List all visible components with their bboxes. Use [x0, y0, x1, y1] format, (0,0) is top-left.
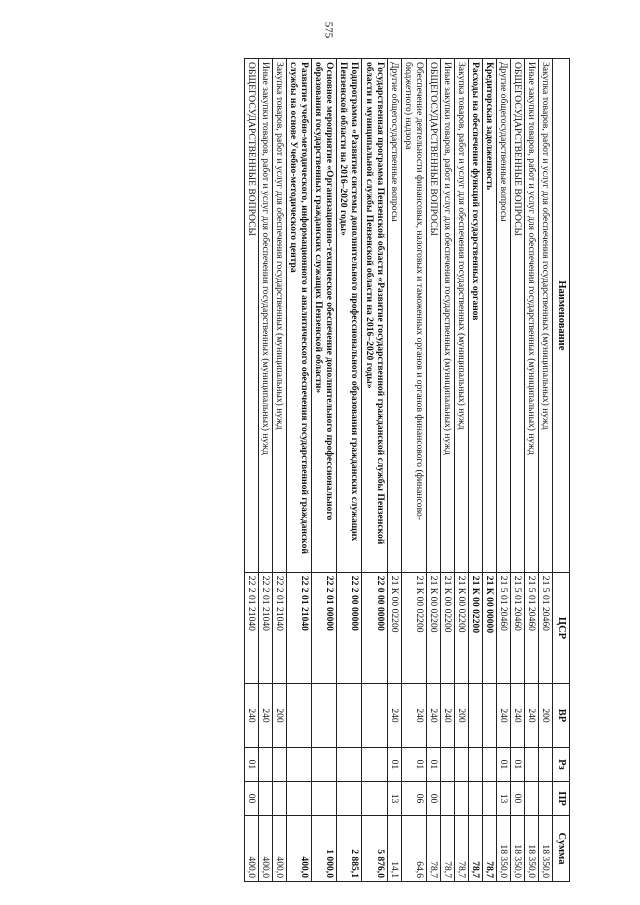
cell-name: Закупка товаров, работ и услуг для обеспечения государственных (муниципальных) нужд	[273, 59, 287, 573]
cell-vr	[337, 684, 362, 748]
cell-csr: 21 К 00 02200	[401, 572, 426, 683]
cell-vr	[362, 684, 387, 748]
cell-sum: 78,7	[426, 816, 440, 882]
cell-rz	[468, 747, 482, 781]
cell-rz	[312, 747, 337, 781]
cell-name: Государственная программа Пензенской области «Развитие государственной гражданской службы Пензенской области и муниципальной службы Пензенской области на 2016–2020 годы»	[362, 59, 387, 573]
cell-rz	[454, 747, 468, 781]
cell-sum: 18 350,0	[496, 816, 510, 882]
cell-pr	[287, 781, 312, 815]
table-row	[362, 59, 387, 882]
cell-sum: 78,7	[468, 816, 482, 882]
cell-pr	[454, 781, 468, 815]
table-row	[496, 59, 510, 882]
table-row	[401, 59, 426, 882]
table-row	[337, 59, 362, 882]
header-name: Наименование	[552, 59, 569, 573]
cell-rz: 01	[387, 747, 401, 781]
cell-vr: 240	[496, 684, 510, 748]
table-row	[440, 59, 454, 882]
cell-pr	[312, 781, 337, 815]
page-number-text: 575	[322, 21, 335, 39]
cell-pr: 00	[245, 781, 259, 815]
table-row	[524, 59, 538, 882]
cell-csr: 21 5 01 20460	[496, 572, 510, 683]
cell-rz	[440, 747, 454, 781]
cell-vr: 240	[510, 684, 524, 748]
cell-name: ОБЩЕГОСУДАРСТВЕННЫЕ ВОПРОСЫ	[426, 59, 440, 573]
table-row	[426, 59, 440, 882]
cell-pr	[482, 781, 496, 815]
cell-pr: 00	[510, 781, 524, 815]
cell-csr: 22 2 01 21040	[273, 572, 287, 683]
cell-name: Закупка товаров, работ и услуг для обеспечения государственных (муниципальных) нужд	[538, 59, 552, 573]
cell-pr	[362, 781, 387, 815]
table-row	[468, 59, 482, 882]
cell-rz	[482, 747, 496, 781]
table-row	[454, 59, 468, 882]
cell-name: Иные закупки товаров, работ и услуг для обеспечения государственных (муниципальных) нужд	[524, 59, 538, 573]
cell-rz: 01	[426, 747, 440, 781]
cell-vr: 200	[273, 684, 287, 748]
cell-csr: 21 К 00 02200	[426, 572, 440, 683]
table-row	[259, 59, 273, 882]
cell-csr: 22 2 01 21040	[245, 572, 259, 683]
cell-csr: 22 2 01 21040	[287, 572, 312, 683]
cell-vr: 200	[454, 684, 468, 748]
cell-name: Другие общегосударственные вопросы	[496, 59, 510, 573]
cell-name: Другие общегосударственные вопросы	[387, 59, 401, 573]
cell-name: Основное мероприятие «Организационно-техническое обеспечение дополнительного профессионального образования государственных гражданских служащих Пензенской области»	[312, 59, 337, 573]
cell-csr: 22 0 00 00000	[362, 572, 387, 683]
cell-sum: 400,0	[273, 816, 287, 882]
cell-vr	[482, 684, 496, 748]
table-row	[387, 59, 401, 882]
budget-table	[244, 58, 570, 882]
cell-rz	[273, 747, 287, 781]
cell-sum: 18 350,0	[524, 816, 538, 882]
cell-name: Закупка товаров, работ и услуг для обеспечения государственных (муниципальных) нужд	[454, 59, 468, 573]
cell-vr: 240	[440, 684, 454, 748]
table-row	[245, 59, 259, 882]
cell-rz: 01	[401, 747, 426, 781]
cell-sum: 78,7	[482, 816, 496, 882]
header-csr: ЦСР	[552, 572, 569, 683]
cell-pr	[440, 781, 454, 815]
cell-vr	[312, 684, 337, 748]
cell-sum: 400,0	[245, 816, 259, 882]
cell-csr: 22 2 01 21040	[259, 572, 273, 683]
cell-sum: 78,7	[440, 816, 454, 882]
cell-sum: 400,0	[287, 816, 312, 882]
cell-rz: 01	[510, 747, 524, 781]
cell-csr: 21 К 00 00000	[482, 572, 496, 683]
cell-csr: 21 К 00 02200	[387, 572, 401, 683]
cell-rz	[259, 747, 273, 781]
cell-name: ОБЩЕГОСУДАРСТВЕННЫЕ ВОПРОСЫ	[245, 59, 259, 573]
header-sum: Сумма	[552, 816, 569, 882]
cell-name: Иные закупки товаров, работ и услуг для обеспечения государственных (муниципальных) нужд	[259, 59, 273, 573]
cell-name: Иные закупки товаров, работ и услуг для обеспечения государственных (муниципальных) нужд	[440, 59, 454, 573]
cell-sum: 400,0	[259, 816, 273, 882]
cell-pr: 13	[496, 781, 510, 815]
cell-rz	[287, 747, 312, 781]
cell-vr: 200	[538, 684, 552, 748]
header-rz: Рз	[552, 747, 569, 781]
cell-sum: 78,7	[454, 816, 468, 882]
header-vr: ВР	[552, 684, 569, 748]
cell-pr: 00	[426, 781, 440, 815]
cell-name: Подпрограмма «Развитие системы дополнительного профессионального образования гражданских служащих Пензенской области на 2016–2020 годы»	[337, 59, 362, 573]
table-row	[482, 59, 496, 882]
cell-vr: 240	[387, 684, 401, 748]
cell-name: Развитие учебно-методического, информационного и аналитического обеспечения государственной гражданской службы на основе Учебно-методического центра	[287, 59, 312, 573]
budget-table-rotated	[75, 58, 570, 882]
cell-sum: 5 876,0	[362, 816, 387, 882]
cell-vr: 240	[524, 684, 538, 748]
cell-csr: 21 5 01 20460	[510, 572, 524, 683]
cell-csr: 22 2 01 00000	[312, 572, 337, 683]
cell-csr: 21 5 01 20460	[538, 572, 552, 683]
cell-vr	[287, 684, 312, 748]
cell-rz	[524, 747, 538, 781]
cell-pr: 06	[401, 781, 426, 815]
table-row	[538, 59, 552, 882]
cell-vr	[468, 684, 482, 748]
cell-rz	[337, 747, 362, 781]
cell-name: ОБЩЕГОСУДАРСТВЕННЫЕ ВОПРОСЫ	[510, 59, 524, 573]
cell-vr: 240	[426, 684, 440, 748]
table-body	[245, 59, 553, 882]
cell-vr: 240	[259, 684, 273, 748]
cell-csr: 21 К 00 02200	[440, 572, 454, 683]
cell-sum: 2 885,1	[337, 816, 362, 882]
table-row	[287, 59, 312, 882]
cell-rz: 01	[496, 747, 510, 781]
cell-rz	[362, 747, 387, 781]
cell-csr: 22 2 00 00000	[337, 572, 362, 683]
cell-sum: 18 350,0	[510, 816, 524, 882]
table-row	[273, 59, 287, 882]
cell-csr: 21 5 01 20460	[524, 572, 538, 683]
cell-sum: 1 000,0	[312, 816, 337, 882]
cell-pr	[259, 781, 273, 815]
cell-name: Кредиторская задолженность	[482, 59, 496, 573]
cell-sum: 64,6	[401, 816, 426, 882]
cell-name: Обеспечение деятельности финансовых, налоговых и таможенных органов и органов финансового (финансово-бюджетного) надзора	[401, 59, 426, 573]
cell-pr	[468, 781, 482, 815]
cell-rz: 01	[245, 747, 259, 781]
cell-csr: 21 К 00 02200	[468, 572, 482, 683]
table-row	[510, 59, 524, 882]
cell-pr	[538, 781, 552, 815]
table-header-row	[552, 59, 569, 882]
cell-vr: 240	[245, 684, 259, 748]
cell-pr	[337, 781, 362, 815]
cell-sum: 18 350,0	[538, 816, 552, 882]
page-number	[320, 20, 337, 38]
cell-pr: 13	[387, 781, 401, 815]
cell-csr: 21 К 00 02200	[454, 572, 468, 683]
cell-rz	[538, 747, 552, 781]
cell-sum: 14,1	[387, 816, 401, 882]
cell-vr: 240	[401, 684, 426, 748]
table-row	[312, 59, 337, 882]
cell-pr	[273, 781, 287, 815]
cell-pr	[524, 781, 538, 815]
cell-name: Расходы на обеспечение функций государственных органов	[468, 59, 482, 573]
header-pr: ПР	[552, 781, 569, 815]
